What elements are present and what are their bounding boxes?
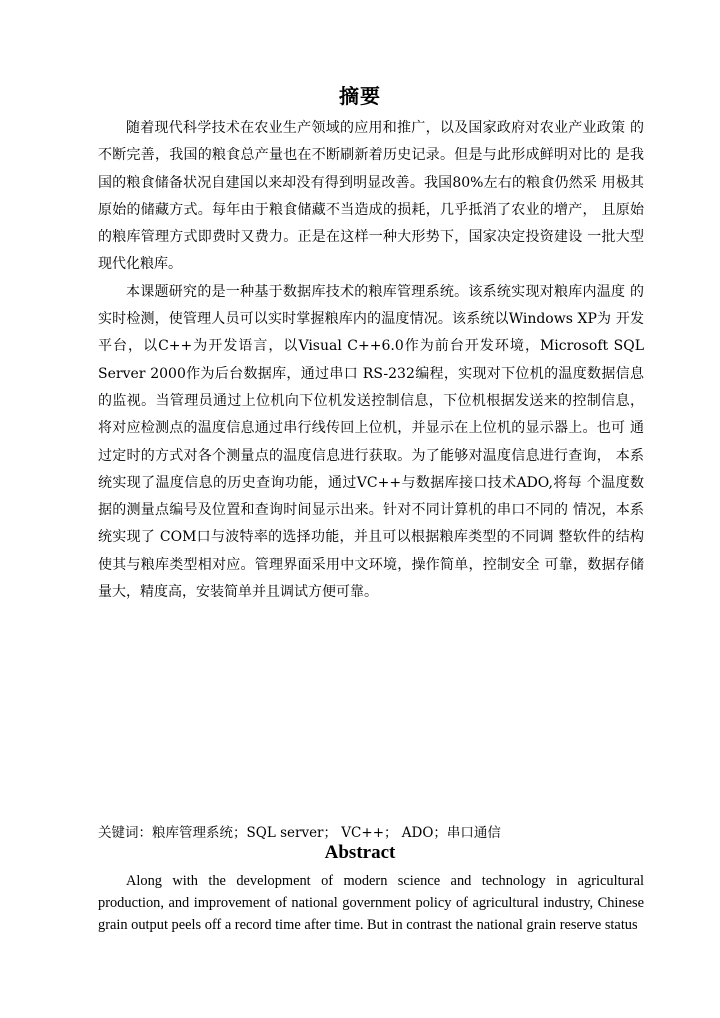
keywords-line: 关键词：粮库管理系统；SQL server； VC++； ADO；串口通信: [98, 825, 501, 841]
abstract-en-body: [98, 870, 644, 936]
abstract-zh-body: [98, 115, 644, 606]
abstract-zh-paragraph-1: 随着现代科学技术在农业生产领域的应用和推广，以及国家政府对农业产业政策 的不断完善，我国的粮食总产量也在不断刷新着历史记录。但是与此形成鲜明对比的 是我国的粮食储备状况自建国以来却没有得到明显改善。我国80%左右的粮食仍然采 用极其原始的储藏方式。每年由于粮食储藏不当造成的损耗，几乎抵消了农业的增产， 且原始的粮库管理方式即费时又费力。正是在这样一种大形势下，国家决定投资建设 一批大型现代化粮库。: [98, 120, 644, 273]
abstract-en-title: Abstract: [324, 842, 396, 863]
abstract-zh-paragraph-2: 本课题研究的是一种基于数据库技术的粮库管理系统。该系统实现对粮库内温度 的实时检测，使管理人员可以实时掌握粮库内的温度情况。该系统以Windows XP为 开发平台，以C++为开发语言，以Visual C++6.0作为前台开发环境，Microsoft SQL Server 2000作为后台数据库，通过串口 RS-232编程，实现对下位机的温度数据信息 的监视。当管理员通过上位机向下位机发送控制信息，下位机根据发送来的控制信息， 将对应检测点的温度信息通过串行线传回上位机，并显示在上位机的显示器上。也可 通过定时的方式对各个测量点的温度信息进行获取。为了能够对温度信息进行查询， 本系统实现了温度信息的历史查询功能，通过VC++与数据库接口技术ADO,将每 个温度数据的测量点编号及位置和查询时间显示出来。针对不同计算机的串口不同的 情况，本系统实现了 COM口与波特率的选择功能，并且可以根据粮库类型的不同调 整软件的结构使其与粮库类型相对应。管理界面采用中文环境，操作简单，控制安全 可靠，数据存储量大，精度高，安装简单并且调试方便可靠。: [98, 283, 644, 601]
abstract-zh-title: 摘要: [339, 84, 381, 108]
abstract-en-paragraph-1: Along with the development of modern science and technology in agricultural production, and improvement of national government policy of agricultural industry, Chinese grain output peels off a record time after time. But in contrast the national grain reserve status: [98, 873, 644, 933]
